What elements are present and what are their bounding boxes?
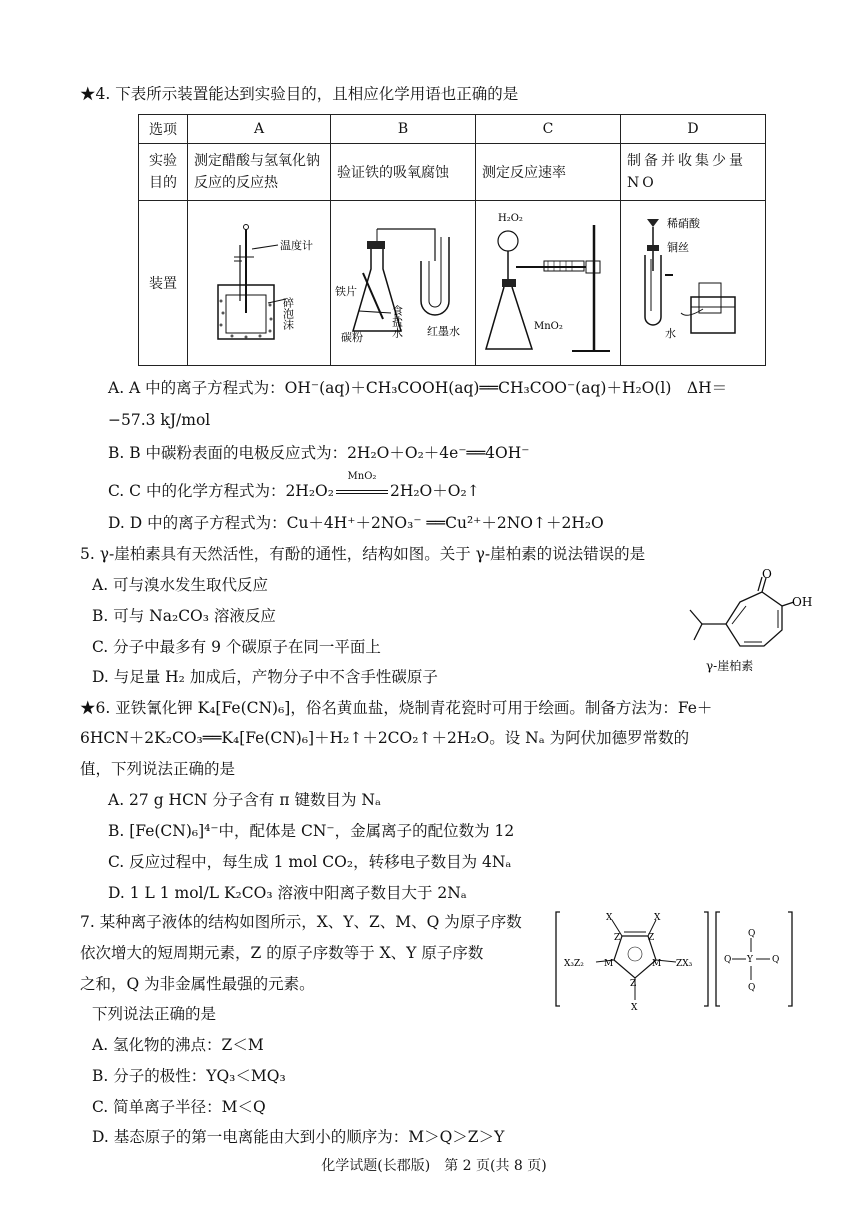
nitric-acid-label: 稀硝酸	[667, 217, 700, 230]
q7-option-a: A. 氢化物的沸点：Z＜M	[92, 1036, 264, 1054]
q6-option-b: B. [Fe(CN)₆]⁴⁻中，配体是 CN⁻，金属离子的配位数为 12	[108, 822, 515, 840]
z-atom-left: Z	[614, 933, 621, 943]
q4-option-c-rhs: 2H₂O＋O₂↑	[389, 482, 480, 500]
salt-water-label: 食盐水	[390, 305, 404, 338]
foam-label: 碎泡沫	[281, 297, 295, 330]
q4-option-a-cont: −57.3 kJ/mol	[108, 411, 211, 429]
q-atom-bottom: Q	[748, 983, 756, 993]
apparatus-d	[621, 201, 766, 366]
q5-option-a: A. 可与溴水发生取代反应	[92, 576, 269, 594]
q7-option-c: C. 简单离子半径：M＜Q	[92, 1098, 266, 1116]
y-atom-center: Y	[747, 955, 753, 965]
q6-option-a: A. 27 g HCN 分子含有 π 键数目为 Nₐ	[108, 791, 381, 809]
table-header-option: 选项	[139, 115, 188, 144]
m-atom-right: M	[652, 959, 662, 969]
ionic-liquid-structure	[552, 904, 798, 1020]
q4-stem: ★4. 下表所示装置能达到实验目的，且相应化学用语也正确的是	[80, 85, 519, 103]
q5-option-d: D. 与足量 H₂ 加成后，产物分子中不含手性碳原子	[92, 668, 438, 686]
apparatus-c	[476, 201, 621, 366]
right-substituent: ZX₃	[676, 959, 693, 969]
q4-option-b: B. B 中碳粉表面的电极反应式为：2H₂O＋O₂＋4e⁻══4OH⁻	[108, 444, 530, 462]
apparatus-a	[188, 201, 331, 366]
q6-option-c: C. 反应过程中，每生成 1 mol CO₂，转移电子数目为 4Nₐ	[108, 853, 512, 871]
q-atom-right: Q	[772, 955, 780, 965]
q7-option-d: D. 基态原子的第一电离能由大到小的顺序为：M＞Q＞Z＞Y	[92, 1128, 505, 1146]
apparatus-b	[331, 201, 476, 366]
carbon-label: 碳粉	[341, 331, 363, 344]
m-atom-left: M	[604, 959, 614, 969]
q7-stem-4: 下列说法正确的是	[92, 1005, 217, 1023]
q4-table	[138, 114, 766, 366]
purpose-d: 制备并收集少量NO	[621, 144, 766, 201]
purpose-label: 实验目的	[139, 144, 188, 201]
x-atom-bottom: X	[631, 1003, 638, 1013]
hydroxyl-label: OH	[792, 595, 813, 609]
mno2-label: MnO₂	[534, 321, 563, 332]
q5-option-c: C. 分子中最多有 9 个碳原子在同一平面上	[92, 638, 381, 656]
hinokitiol-caption: γ-崖柏素	[706, 659, 754, 673]
iron-label: 铁片	[335, 285, 357, 298]
red-ink-label: 红墨水	[427, 325, 460, 338]
rate-diagram	[476, 201, 620, 361]
apparatus-label: 装置	[139, 201, 188, 366]
table-header-c: C	[476, 115, 621, 144]
q4-option-d: D. D 中的离子方程式为：Cu＋4H⁺＋2NO₃⁻ ══Cu²⁺＋2NO↑＋2H₂O	[108, 514, 604, 532]
x-atom-top-left: X	[606, 913, 613, 923]
z-atom-bottom: Z	[630, 979, 637, 989]
x-atom-top-right: X	[654, 913, 661, 923]
catalyst-arrow	[334, 471, 390, 501]
q4-option-c	[108, 471, 480, 501]
no-collection-diagram	[621, 201, 765, 361]
carbonyl-o-label: O	[762, 567, 772, 581]
table-header-b: B	[331, 115, 476, 144]
q7-stem-1: 7. 某种离子液体的结构如图所示，X、Y、Z、M、Q 为原子序数	[80, 913, 522, 931]
q4-option-c-lhs: C. C 中的化学方程式为：2H₂O₂	[108, 482, 334, 500]
q6-stem-2: 6HCN＋2K₂CO₃══K₄[Fe(CN)₆]＋H₂↑＋2CO₂↑＋2H₂O。设 Nₐ 为阿伏加德罗常数的	[80, 729, 690, 747]
page-footer: 化学试题(长郡版) 第 2 页(共 8 页)	[321, 1158, 547, 1174]
h2o2-label: H₂O₂	[498, 213, 523, 224]
q5-stem: 5. γ-崖柏素具有天然活性，有酚的通性，结构如图。关于 γ-崖柏素的说法错误的是	[80, 545, 646, 563]
q-atom-top: Q	[748, 929, 756, 939]
catalyst-label: MnO₂	[347, 471, 377, 482]
q7-stem-2: 依次增大的短周期元素，Z 的原子序数等于 X、Y 原子序数	[80, 944, 484, 962]
purpose-b: 验证铁的吸氧腐蚀	[331, 144, 476, 201]
purpose-c: 测定反应速率	[476, 144, 621, 201]
q5-option-b: B. 可与 Na₂CO₃ 溶液反应	[92, 607, 276, 625]
corrosion-diagram	[331, 201, 475, 361]
q7-stem-3: 之和，Q 为非金属性最强的元素。	[80, 975, 315, 993]
copper-wire-label: 铜丝	[667, 241, 689, 254]
calorimeter-diagram	[188, 201, 330, 361]
left-substituent: X₃Z₂	[564, 959, 584, 969]
q6-stem-1: ★6. 亚铁氰化钾 K₄[Fe(CN)₆]，俗名黄血盐，烧制青花瓷时可用于绘画。制备方法为：Fe＋	[80, 699, 713, 717]
water-label: 水	[665, 327, 676, 340]
q7-option-b: B. 分子的极性：YQ₃＜MQ₃	[92, 1067, 286, 1085]
q6-stem-3: 值，下列说法正确的是	[80, 760, 236, 778]
q6-option-d: D. 1 L 1 mol/L K₂CO₃ 溶液中阳离子数目大于 2Nₐ	[108, 884, 467, 902]
purpose-a: 测定醋酸与氢氧化钠反应的反应热	[188, 144, 331, 201]
q4-option-a: A. A 中的离子方程式为：OH⁻(aq)＋CH₃COOH(aq)══CH₃COO⁻(aq)＋H₂O(l) ΔH＝	[108, 379, 728, 397]
hinokitiol-structure	[670, 566, 813, 680]
q-atom-left: Q	[724, 955, 732, 965]
thermometer-label: 温度计	[280, 239, 313, 252]
z-atom-right: Z	[648, 933, 655, 943]
table-header-d: D	[621, 115, 766, 144]
table-header-a: A	[188, 115, 331, 144]
